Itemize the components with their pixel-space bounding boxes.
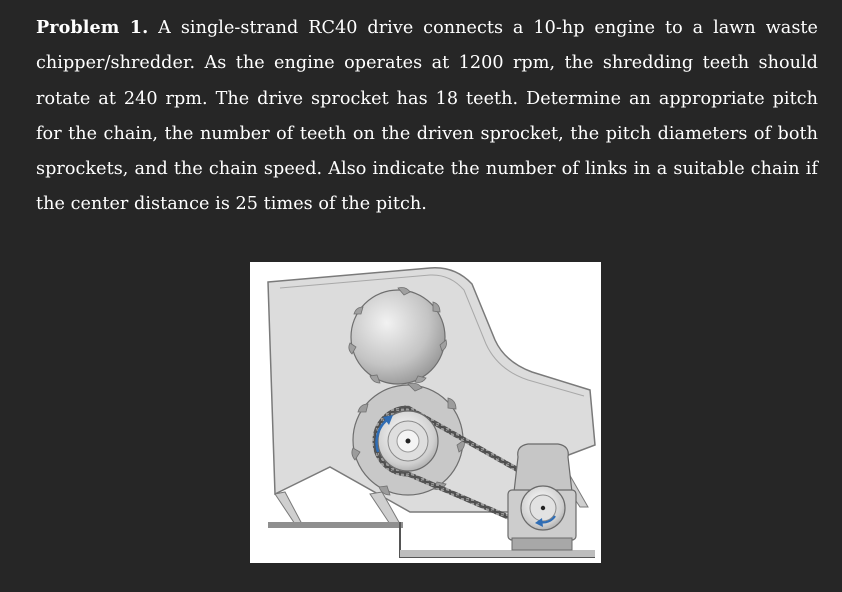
problem-body: A single-strand RC40 drive connects a 10-hp engine to a lawn waste chipper/shredder. As the engine operates at 1200 rpm, the shredding teeth should rotate at 240 rpm. The drive sprocket has 18 teeth. Determine an appropriate pitch for the chain, the number of teeth on the driven sprocket, the pitch diameters of both sprockets, and the chain speed. Also indicate the number of links in a suitable chain if the center distance is 25 times of the pitch. — [36, 18, 818, 215]
chipper-shredder-diagram — [250, 262, 601, 563]
chipper-shredder-figure — [250, 262, 601, 563]
problem-label: Problem 1. — [36, 17, 149, 38]
problem-statement — [36, 10, 818, 223]
